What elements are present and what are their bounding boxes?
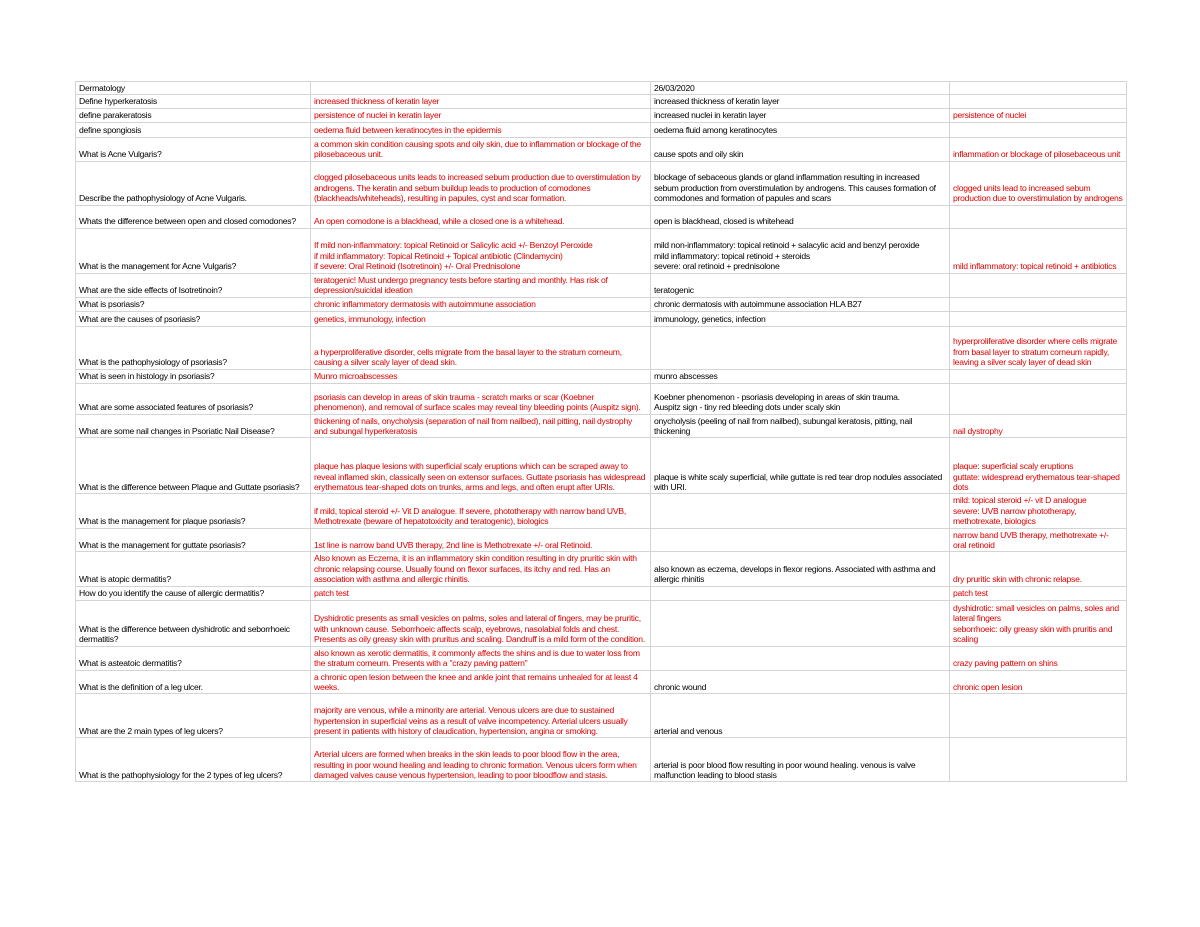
- table-row: [76, 369, 1127, 383]
- question-cell[interactable]: What are some associated features of psoriasis?: [76, 383, 311, 414]
- question-cell[interactable]: Define hyperkeratosis: [76, 95, 311, 108]
- recall-cell[interactable]: oedema fluid among keratinocytes: [651, 122, 950, 137]
- recall-cell[interactable]: munro abscesses: [651, 369, 950, 383]
- table-row: [76, 122, 1127, 137]
- recall-cell[interactable]: arterial is poor blood flow resulting in poor wound healing. venous is valve malfunction leading to blood stasis: [651, 738, 950, 782]
- recall-cell[interactable]: teratogenic: [651, 273, 950, 297]
- correction-cell[interactable]: persistence of nuclei: [950, 108, 1127, 122]
- recall-cell[interactable]: mild non-inflammatory: topical retinoid + salacylic acid and benzyl peroxide mild inflammatory: topical retinoid + steroids severe: oral retinoid + prednisolone: [651, 228, 950, 273]
- recall-cell[interactable]: cause spots and oily skin: [651, 137, 950, 161]
- table-row: [76, 205, 1127, 228]
- answer-cell[interactable]: teratogenic! Must undergo pregnancy tests before starting and monthly. Has risk of depression/suicidal ideation: [311, 273, 651, 297]
- table-row: [76, 586, 1127, 600]
- correction-cell[interactable]: inflammation or blockage of pilosebaceous unit: [950, 137, 1127, 161]
- correction-cell[interactable]: [950, 273, 1127, 297]
- question-cell[interactable]: What is the difference between Plaque and Guttate psoriasis?: [76, 438, 311, 494]
- correction-cell[interactable]: hyperproliferative disorder where cells migrate from basal layer to stratum corneum rapidly, leaving a silver scaly layer of dead skin: [950, 326, 1127, 369]
- recall-cell[interactable]: chronic dermatosis with autoimmune association HLA B27: [651, 297, 950, 311]
- question-cell[interactable]: What are some nail changes in Psoriatic Nail Disease?: [76, 414, 311, 438]
- answer-cell[interactable]: Dyshidrotic presents as small vesicles on palms, soles and lateral of fingers, may be pruritic, with unknown cause. Seborrhoeic affects scalp, eyebrows, nasolabial folds and chest. Presents as oily greasy skin with pruritus and scaling. Dandruff is a mild form of the condition.: [311, 600, 651, 646]
- correction-cell[interactable]: [950, 694, 1127, 738]
- recall-cell[interactable]: [651, 586, 950, 600]
- answer-cell[interactable]: 1st line is narrow band UVB therapy, 2nd line is Methotrexate +/- oral Retinoid.: [311, 528, 651, 552]
- recall-cell[interactable]: [651, 528, 950, 552]
- correction-cell[interactable]: chronic open lesion: [950, 670, 1127, 694]
- table-row: [76, 738, 1127, 782]
- question-cell[interactable]: Whats the difference between open and closed comodones?: [76, 205, 311, 228]
- question-cell[interactable]: How do you identify the cause of allergic dermatitis?: [76, 586, 311, 600]
- correction-cell[interactable]: mild: topical steroid +/- vit D analogue severe: UVB narrow phototherapy, methotrexate, biologics: [950, 494, 1127, 528]
- answer-cell[interactable]: a common skin condition causing spots and oily skin, due to inflammation or blockage of the pilosebaceous unit.: [311, 137, 651, 161]
- table-row: [76, 670, 1127, 694]
- table-row: [76, 600, 1127, 646]
- table-row: [76, 326, 1127, 369]
- question-cell[interactable]: What is seen in histology in psoriasis?: [76, 369, 311, 383]
- recall-cell[interactable]: [651, 326, 950, 369]
- question-cell[interactable]: What are the causes of psoriasis?: [76, 311, 311, 326]
- table-row: [76, 383, 1127, 414]
- spreadsheet-body: [76, 82, 1127, 782]
- date-cell[interactable]: 26/03/2020: [651, 82, 950, 95]
- question-cell[interactable]: What is psoriasis?: [76, 297, 311, 311]
- answer-cell[interactable]: also known as xerotic dermatitis, it commonly affects the shins and is due to water loss from the stratum corneum. Presents with a "crazy paving pattern": [311, 646, 651, 670]
- question-cell[interactable]: What is the pathophysiology for the 2 types of leg ulcers?: [76, 738, 311, 782]
- correction-cell[interactable]: narrow band UVB therapy, methotrexate +/- oral retinoid: [950, 528, 1127, 552]
- table-row: [76, 494, 1127, 528]
- recall-cell[interactable]: onycholysis (peeling of nail from nailbed), subungal keratosis, pitting, nail thickening: [651, 414, 950, 438]
- answer-cell[interactable]: a chronic open lesion between the knee and ankle joint that remains unhealed for at least 4 weeks.: [311, 670, 651, 694]
- answer-cell[interactable]: Arterial ulcers are formed when breaks in the skin leads to poor blood flow in the area, resulting in poor wound healing and leading to chronic formation. Venous ulcers form when damaged valves cause venous hypertension, leading to poor bloodflow and stasis.: [311, 738, 651, 782]
- table-row: [76, 438, 1127, 494]
- answer-cell[interactable]: thickening of nails, onycholysis (separation of nail from nailbed), nail pitting, nail dystrophy and subungal hyperkeratosis: [311, 414, 651, 438]
- recall-cell[interactable]: increased thickness of keratin layer: [651, 95, 950, 108]
- answer-cell[interactable]: Also known as Eczema, it is an inflammatory skin condition resulting in dry pruritic skin with chronic relapsing course. Usually found on flexor surfaces, its itchy and red. Has an association with asthma and allergic rhinitis.: [311, 552, 651, 586]
- recall-cell[interactable]: [651, 600, 950, 646]
- recall-cell[interactable]: chronic wound: [651, 670, 950, 694]
- question-cell[interactable]: What is the management for plaque psoriasis?: [76, 494, 311, 528]
- blank-header-cell[interactable]: [311, 82, 651, 95]
- blank-header-cell-2[interactable]: [950, 82, 1127, 95]
- correction-cell[interactable]: plaque: superficial scaly eruptions guttate: widespread erythematous tear-shaped dots: [950, 438, 1127, 494]
- table-row: [76, 528, 1127, 552]
- question-cell[interactable]: Describe the pathophysiology of Acne Vulgaris.: [76, 161, 311, 205]
- answer-cell[interactable]: clogged pilosebaceous units leads to increased sebum production due to overstimulation by androgens. The keratin and sebum buildup leads to production of comodones (blackheads/whiteheads), resulting in papules, cyst and scar formation.: [311, 161, 651, 205]
- correction-cell[interactable]: [950, 738, 1127, 782]
- table-row: [76, 311, 1127, 326]
- table-row: [76, 161, 1127, 205]
- answer-cell[interactable]: Munro microabscesses: [311, 369, 651, 383]
- table-row: [76, 297, 1127, 311]
- recall-cell[interactable]: arterial and venous: [651, 694, 950, 738]
- correction-cell[interactable]: [950, 205, 1127, 228]
- correction-cell[interactable]: mild inflammatory: topical retinoid + antibiotics: [950, 228, 1127, 273]
- answer-cell[interactable]: patch test: [311, 586, 651, 600]
- correction-cell[interactable]: dry pruritic skin with chronic relapse.: [950, 552, 1127, 586]
- question-cell[interactable]: What is the management for Acne Vulgaris?: [76, 228, 311, 273]
- recall-cell[interactable]: also known as eczema, develops in flexor regions. Associated with asthma and allergic rhinitis: [651, 552, 950, 586]
- correction-cell[interactable]: [950, 369, 1127, 383]
- question-cell[interactable]: define spongiosis: [76, 122, 311, 137]
- recall-cell[interactable]: blockage of sebaceous glands or gland inflammation resulting in increased sebum production from overstimulation by androgens. This causes formation of commodones and formation of papules and scars: [651, 161, 950, 205]
- recall-cell[interactable]: immunology, genetics, infection: [651, 311, 950, 326]
- header-row: [76, 82, 1127, 95]
- answer-cell[interactable]: increased thickness of keratin layer: [311, 95, 651, 108]
- sheet-title-cell[interactable]: Dermatology: [76, 82, 311, 95]
- correction-cell[interactable]: nail dystrophy: [950, 414, 1127, 438]
- recall-cell[interactable]: increased nuclei in keratin layer: [651, 108, 950, 122]
- recall-cell[interactable]: open is blackhead, closed is whitehead: [651, 205, 950, 228]
- question-cell[interactable]: What is asteatoic dermatitis?: [76, 646, 311, 670]
- answer-cell[interactable]: chronic inflammatory dermatosis with autoimmune association: [311, 297, 651, 311]
- table-row: [76, 95, 1127, 108]
- answer-cell[interactable]: psoriasis can develop in areas of skin trauma - scratch marks or scar (Koebner phenomenon), and removal of surface scales may reveal tiny bleeding points (Auspitz sign).: [311, 383, 651, 414]
- correction-cell[interactable]: [950, 383, 1127, 414]
- answer-cell[interactable]: genetics, immunology, infection: [311, 311, 651, 326]
- correction-cell[interactable]: patch test: [950, 586, 1127, 600]
- question-cell[interactable]: What is the management for guttate psoriasis?: [76, 528, 311, 552]
- correction-cell[interactable]: clogged units lead to increased sebum production due to overstimulation by androgens: [950, 161, 1127, 205]
- question-cell[interactable]: define parakeratosis: [76, 108, 311, 122]
- question-cell[interactable]: What is atopic dermatitis?: [76, 552, 311, 586]
- question-cell[interactable]: What is the definition of a leg ulcer.: [76, 670, 311, 694]
- answer-cell[interactable]: a hyperproliferative disorder, cells migrate from the basal layer to the stratum corneum, causing a silver scaly layer of dead skin.: [311, 326, 651, 369]
- correction-cell[interactable]: [950, 297, 1127, 311]
- notes-spreadsheet: [75, 81, 1127, 782]
- question-cell[interactable]: What is the pathophysiology of psoriasis?: [76, 326, 311, 369]
- recall-cell[interactable]: plaque is white scaly superficial, while guttate is red tear drop nodules associated with URI.: [651, 438, 950, 494]
- answer-cell[interactable]: majority are venous, while a minority are arterial. Venous ulcers are due to sustained hypertension in superficial veins as a result of valve incompetency. Arterial ulcers usually present in patients with history of claudication, hypertension, angina or smoking.: [311, 694, 651, 738]
- table-row: [76, 552, 1127, 586]
- table-row: [76, 694, 1127, 738]
- recall-cell[interactable]: Koebner phenomenon - psoriasis developing in areas of skin trauma. Auspitz sign - tiny red bleeding dots under scaly skin: [651, 383, 950, 414]
- answer-cell[interactable]: If mild non-inflammatory: topical Retinoid or Salicylic acid +/- Benzoyl Peroxide if mild inflammatory: Topical Retinoid + Topical antibiotic (Clindamycin) if severe: Oral Retinoid (Isotretinoin) +/- Oral Prednisolone: [311, 228, 651, 273]
- table-row: [76, 273, 1127, 297]
- question-cell[interactable]: What are the side effects of Isotretinoin?: [76, 273, 311, 297]
- recall-cell[interactable]: [651, 646, 950, 670]
- answer-cell[interactable]: plaque has plaque lesions with superficial scaly eruptions which can be scraped away to reveal inflamed skin, classically seen on extensor surfaces. Guttate psoriasis has widespread erythematous tear-shaped dots on trunks, arms and legs, and often erupt after URIs.: [311, 438, 651, 494]
- correction-cell[interactable]: [950, 122, 1127, 137]
- table-row: [76, 108, 1127, 122]
- correction-cell[interactable]: dyshidrotic: small vesicles on palms, soles and lateral fingers seborrhoeic: oily greasy skin with pruritis and scaling: [950, 600, 1127, 646]
- answer-cell[interactable]: An open comodone is a blackhead, while a closed one is a whitehead.: [311, 205, 651, 228]
- question-cell[interactable]: What is Acne Vulgaris?: [76, 137, 311, 161]
- question-cell[interactable]: What are the 2 main types of leg ulcers?: [76, 694, 311, 738]
- correction-cell[interactable]: [950, 311, 1127, 326]
- table-row: [76, 228, 1127, 273]
- table-row: [76, 646, 1127, 670]
- answer-cell[interactable]: oedema fluid between keratinocytes in the epidermis: [311, 122, 651, 137]
- correction-cell[interactable]: [950, 95, 1127, 108]
- correction-cell[interactable]: crazy paving pattern on shins: [950, 646, 1127, 670]
- table-row: [76, 414, 1127, 438]
- answer-cell[interactable]: if mild, topical steroid +/- Vit D analogue. If severe, phototherapy with narrow band UVB, Methotrexate (beware of hepatotoxicity and teratogenic), biologics: [311, 494, 651, 528]
- answer-cell[interactable]: persistence of nuclei in keratin layer: [311, 108, 651, 122]
- table-row: [76, 137, 1127, 161]
- recall-cell[interactable]: [651, 494, 950, 528]
- question-cell[interactable]: What is the difference between dyshidrotic and seborrhoeic dermatitis?: [76, 600, 311, 646]
